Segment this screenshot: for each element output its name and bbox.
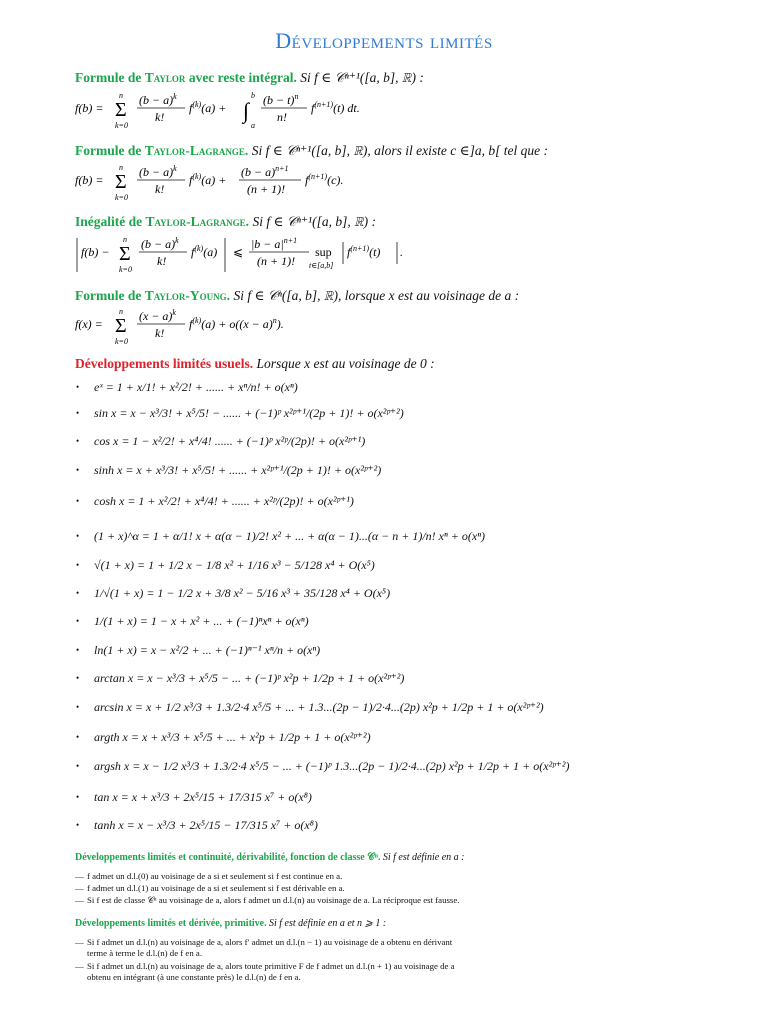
bullet-icon: • [76,531,80,541]
section-taylor-integral-heading [75,70,424,86]
svg-text:∫: ∫ [243,98,250,123]
svg-text:Σ: Σ [115,171,127,193]
svg-text:k=0: k=0 [119,265,132,274]
svg-text:f(b) −: f(b) − [81,245,110,259]
section-inequality-heading [75,214,376,230]
svg-text:k=0: k=0 [115,193,128,202]
section-usual-dl-heading [75,356,435,372]
bullet-icon: • [76,673,80,683]
svg-text:f(x) =: f(x) = [75,317,103,331]
svg-text:k!: k! [157,254,167,268]
svg-text:(n + 1)!: (n + 1)! [257,254,296,268]
item-text: Si f admet un d.l.(n) au voisinage de a, alors f′ admet un d.l.(n − 1) au voisinage de a obtenu en dérivant [87,937,453,947]
bullet-icon: • [76,761,80,771]
page-title: Développements limités [275,28,493,53]
bullet-icon: • [76,408,80,418]
item-text-continued: obtenu en intégrant (à une constante près) le d.l.(n) de f en a. [87,972,301,982]
dl-formula: sin x = x − x³/3! + x⁵/5! − ...... + (−1)ᵖ x²ᵖ⁺¹/(2p + 1)! + o(x²ᵖ⁺²) [94,406,404,420]
svg-text:f(k)(a) +: $f^{(k)}(a)$ + [189,172,227,187]
heading-condition: Si f ∈ 𝒞ⁿ⁺¹([a, b], ℝ), alors il existe c ∈]a, b[ tel que : [251,143,548,158]
bullet-icon: • [76,820,80,830]
heading-condition: Si f ∈ 𝒞ⁿ⁺¹([a, b], ℝ) : [252,214,377,229]
dl-formula: tanh x = x − x³/3 + 2x⁵/15 − 17/315 x⁷ + o(x⁸) [94,818,318,832]
heading-label: Formule de [75,143,142,158]
svg-text:n: n [123,235,127,244]
svg-text:Σ: Σ [115,315,127,337]
continuity-item: — f admet un d.l.(1) au voisinage de a si et seulement si f est dérivable en a. [75,883,345,893]
section-taylor-young-heading [75,288,519,304]
item-text-continued: terme à terme le d.l.(n) de f en a. [87,948,203,958]
svg-text:f(b) =: f(b) = [75,101,104,115]
heading-label: Développements limités et dérivée, primitive. [75,918,267,929]
heading-name: Taylor-Lagrange. [145,214,250,229]
heading-label: Inégalité de [75,214,143,229]
svg-text:Σ: Σ [115,99,127,121]
svg-text:f(n+1)(c).: $f^{(n+1)}(c)$. [305,172,344,187]
svg-text:sup: sup [315,245,332,259]
dl-formula: argth x = x + x³/3 + x⁵/5 + ... + x²p + 1/2p + 1 + o(x²ᵖ⁺²) [94,730,371,744]
heading-condition: Lorsque x est au voisinage de 0 : [256,356,435,371]
item-text: f admet un d.l.(0) au voisinage de a si et seulement si f est continue en a. [87,871,343,881]
heading-label: Développements limités et continuité, dérivabilité, fonction de classe 𝒞ⁿ. [75,852,381,863]
svg-text:⩽: ⩽ [233,245,244,259]
heading-condition: Si f ∈ 𝒞ⁿ⁺¹([a, b], ℝ) : [300,70,424,85]
formula-taylor-lagrange-inequality [75,232,715,278]
dl-formula: argsh x = x − 1/2 x³/3 + 1.3/2·4 x⁵/5 − ... + (−1)ᵖ 1.3...(2p − 1)/2·4...(2p) x²p + 1/2p + 1 + o(x²ᵖ⁺²) [94,759,570,773]
svg-text:(b − a)k: $(b - a)^k$ [139,92,177,107]
svg-text:(b − t)n: $(b - t)^n$ [263,92,299,107]
svg-text:(b − a)k: $(b - a)^k$ [141,236,179,251]
dl-formula: cos x = 1 − x²/2! + x⁴/4! ...... + (−1)ᵖ x²ᵖ/(2p)! + o(x²ᵖ⁺¹) [94,434,366,448]
dl-formula: cosh x = 1 + x²/2! + x⁴/4! + ...... + x²ᵖ/(2p)! + o(x²ᵖ⁺¹) [94,494,354,508]
heading-label: Formule de [75,288,142,303]
formula-taylor-lagrange [75,160,715,206]
section-derivative-heading [75,918,695,930]
dl-formula: arcsin x = x + 1/2 x³/3 + 1.3/2·4 x⁵/5 + ... + 1.3...(2p − 1)/2·4...(2p) x²p + 1/2p + 1 + o(x²ᵖ⁺²) [94,700,544,714]
svg-text:k=0: k=0 [115,121,128,130]
svg-text:k!: k! [155,182,165,196]
heading-condition: Si f est définie en a et n ⩾ 1 : [269,918,387,929]
dl-formula: 1/(1 + x) = 1 − x + x² + ... + (−1)ⁿxⁿ + o(xⁿ) [94,614,309,628]
heading-name: Taylor [144,70,186,85]
svg-text:(b − a)n+1: $(b - a)^{n+1}$ [241,164,289,179]
dl-formula: √(1 + x) = 1 + 1/2 x − 1/8 x² + 1/16 x³ − 5/128 x⁴ + O(x⁵) [94,558,375,572]
dl-formula: ln(1 + x) = x − x²/2 + ... + (−1)ⁿ⁻¹ xⁿ/n + o(xⁿ) [94,643,321,657]
svg-text:a: a [251,121,255,130]
heading-condition: Si f est définie en a : [382,852,465,863]
svg-text:k!: k! [155,326,165,340]
bullet-icon: • [76,616,80,626]
svg-text:f(k)(a) + o((x − a)n).: $f^{(k)}(a) + o((x - a)^n)$. [189,316,284,331]
continuity-item: — f admet un d.l.(0) au voisinage de a si et seulement si f est continue en a. [75,871,343,881]
heading-label: Formule de [75,70,142,85]
bullet-icon: • [76,702,80,712]
svg-text:Σ: Σ [119,243,131,265]
heading-name: Taylor-Lagrange. [144,143,249,158]
continuity-item: — Si f est de classe 𝒞ⁿ au voisinage de a, alors f admet un d.l.(n) au voisinage de a. La réciproque est fausse. [75,895,460,905]
svg-text:.: . [400,245,403,259]
dl-formula: eˣ = 1 + x/1! + x²/2! + ...... + xⁿ/n! + o(xⁿ) [94,380,298,394]
heading-rest: avec reste intégral. [188,70,297,85]
item-text: Si f admet un d.l.(n) au voisinage de a, alors toute primitive F de f admet un d.l.(n + 1) au voisinage de a [87,961,455,971]
svg-text:t∈[a,b]: t∈[a,b] [309,261,334,270]
section-continuity-heading [75,852,695,864]
svg-text:(b − a)k: $(b - a)^k$ [139,164,177,179]
svg-text:|b − a|n+1: $|b - a|^{n+1}$ [251,236,298,251]
svg-text:f(b) =: f(b) = [75,173,104,187]
bullet-icon: • [76,588,80,598]
dl-formula: sinh x = x + x³/3! + x⁵/5! + ...... + x²ᵖ⁺¹/(2p + 1)! + o(x²ᵖ⁺²) [94,463,382,477]
svg-text:(x − a)k: $(x - a)^k$ [139,308,176,323]
dl-formula: arctan x = x − x³/3 + x⁵/5 − ... + (−1)ᵖ x²p + 1/2p + 1 + o(x²ᵖ⁺²) [94,671,405,685]
bullet-icon: • [76,382,80,392]
formula-taylor-young [75,304,715,350]
item-text: f admet un d.l.(1) au voisinage de a si et seulement si f est dérivable en a. [87,883,345,893]
section-taylor-lagrange-heading [75,143,548,159]
svg-text:k!: k! [155,110,165,124]
svg-text:(n + 1)!: (n + 1)! [247,182,286,196]
svg-text:b: b [251,91,255,100]
svg-text:n: n [119,91,123,100]
derivative-item: — Si f admet un d.l.(n) au voisinage de a, alors f′ admet un d.l.(n − 1) au voisinage de a obtenu en dérivant terme à terme le d.l.(n) de f en a. [75,937,695,959]
formula-taylor-integral [75,88,715,134]
heading-name: Taylor-Young. [144,288,231,303]
dl-formula: 1/√(1 + x) = 1 − 1/2 x + 3/8 x² − 5/16 x³ + 35/128 x⁴ + O(x⁵) [94,586,391,600]
svg-text:f(k)(a): $f^{(k)}(a)$ [191,244,218,259]
svg-text:n!: n! [277,110,287,124]
heading-label: Développements limités usuels. [75,356,254,371]
svg-text:n: n [119,163,123,172]
svg-text:n: n [119,307,123,316]
derivative-item: — Si f admet un d.l.(n) au voisinage de a, alors toute primitive F de f admet un d.l.(n + 1) au voisinage de a obtenu en intégrant (à une constante près) le d.l.(n) de f en a. [75,961,695,983]
dl-formula: (1 + x)^α = 1 + α/1! x + α(α − 1)/2! x² + ... + α(α − 1)...(α − n + 1)/n! xⁿ + o(xⁿ) [94,529,485,543]
dl-formula: tan x = x + x³/3 + 2x⁵/15 + 17/315 x⁷ + o(x⁸) [94,790,312,804]
svg-text:k=0: k=0 [115,337,128,346]
bullet-icon: • [76,465,80,475]
bullet-icon: • [76,645,80,655]
bullet-icon: • [76,560,80,570]
item-text: Si f est de classe 𝒞ⁿ au voisinage de a, alors f admet un d.l.(n) au voisinage de a. La réciproque est fausse. [87,895,460,905]
svg-text:f(n+1)(t): $f^{(n+1)}(t)$ [347,244,381,259]
svg-text:f(k)(a) +: $f^{(k)}(a)$ + [189,100,227,115]
bullet-icon: • [76,732,80,742]
svg-text:f(n+1)(t) dt.: $f^{(n+1)}(t)$ dt. [311,100,360,115]
bullet-icon: • [76,496,80,506]
bullet-icon: • [76,792,80,802]
bullet-icon: • [76,436,80,446]
heading-condition: Si f ∈ 𝒞ⁿ([a, b], ℝ), lorsque x est au voisinage de a : [233,288,520,303]
